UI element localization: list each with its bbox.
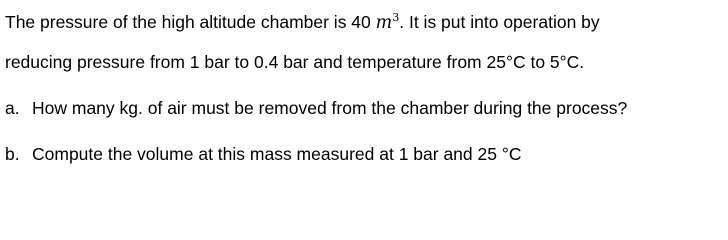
problem-statement-line-2: reducing pressure from 1 bar to 0.4 bar and temperature from 25°C to 5°C. — [5, 52, 585, 72]
question-b-text: Compute the volume at this mass measured at 1 bar and 25 °C — [32, 144, 522, 164]
unit-exponent: 3 — [392, 11, 400, 24]
question-a — [5, 97, 627, 119]
statement-text: The pressure of the high altitude chamber is 40 — [5, 12, 376, 32]
question-a-text: How many kg. of air must be removed from the chamber during the process? — [32, 98, 628, 118]
question-a-label: a. — [5, 98, 20, 118]
problem-statement-line-1 — [5, 7, 600, 34]
question-b-label: b. — [5, 144, 20, 164]
volume-unit: m — [375, 13, 393, 33]
question-b — [5, 143, 521, 165]
statement-text-cont: . It is put into operation by — [399, 12, 600, 32]
